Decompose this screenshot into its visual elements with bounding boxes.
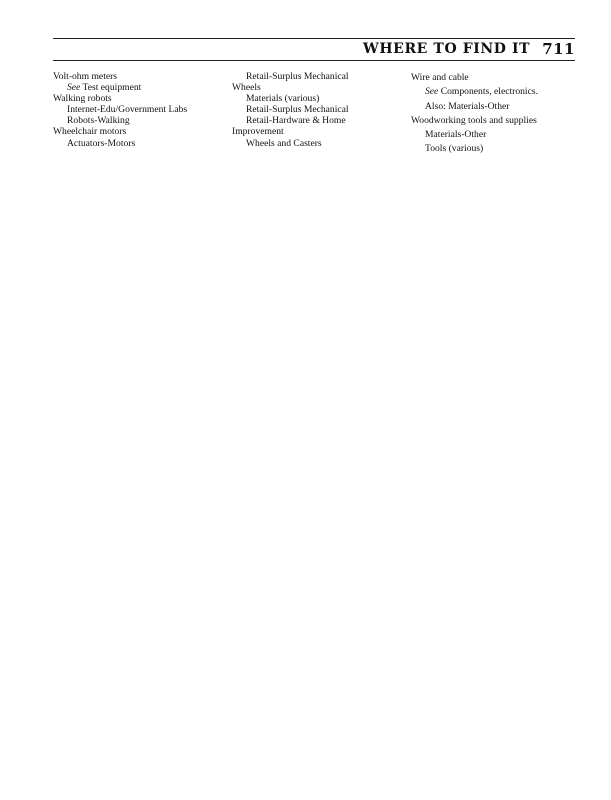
index-entry: Woodworking tools and supplies (411, 114, 537, 126)
index-entry: Volt-ohm meters (53, 71, 118, 82)
index-column-1 (53, 71, 223, 149)
see-reference: See (67, 82, 81, 94)
index-subentry: Materials (various) (246, 93, 320, 105)
index-subentry: Also: Materials-Other (425, 100, 510, 112)
index-subentry: Retail-Surplus Mechanical (246, 71, 349, 82)
header-bottom-rule (53, 60, 575, 61)
index-subentry: Materials-Other (425, 129, 487, 141)
index-entry: Improvement (232, 126, 284, 138)
index-subentry: See Test equipment (67, 82, 142, 94)
index-entry: Wheels (232, 82, 261, 94)
index-entry: Wheelchair motors (53, 126, 127, 138)
page-number: 711 (542, 40, 575, 58)
index-subentry: Actuators-Motors (67, 137, 136, 149)
index-subentry: Robots-Walking (67, 115, 130, 127)
index-subentry: See Components, electronics. (425, 86, 538, 98)
index-subentry: Retail-Surplus Mechanical (246, 104, 349, 116)
index-subentry: Wheels and Casters (246, 137, 322, 149)
index-column-2 (232, 71, 402, 149)
index-subentry: Internet-Edu/Government Labs (67, 104, 188, 116)
index-column-3 (411, 71, 591, 157)
index-subentry: Tools (various) (425, 143, 484, 155)
see-reference: See (425, 86, 439, 98)
index-subentry: Retail-Hardware & Home (246, 115, 346, 127)
index-entry: Wire and cable (411, 72, 469, 83)
running-head (363, 39, 575, 59)
index-entry: Walking robots (53, 93, 112, 105)
section-title: WHERE TO FIND IT (363, 41, 531, 57)
